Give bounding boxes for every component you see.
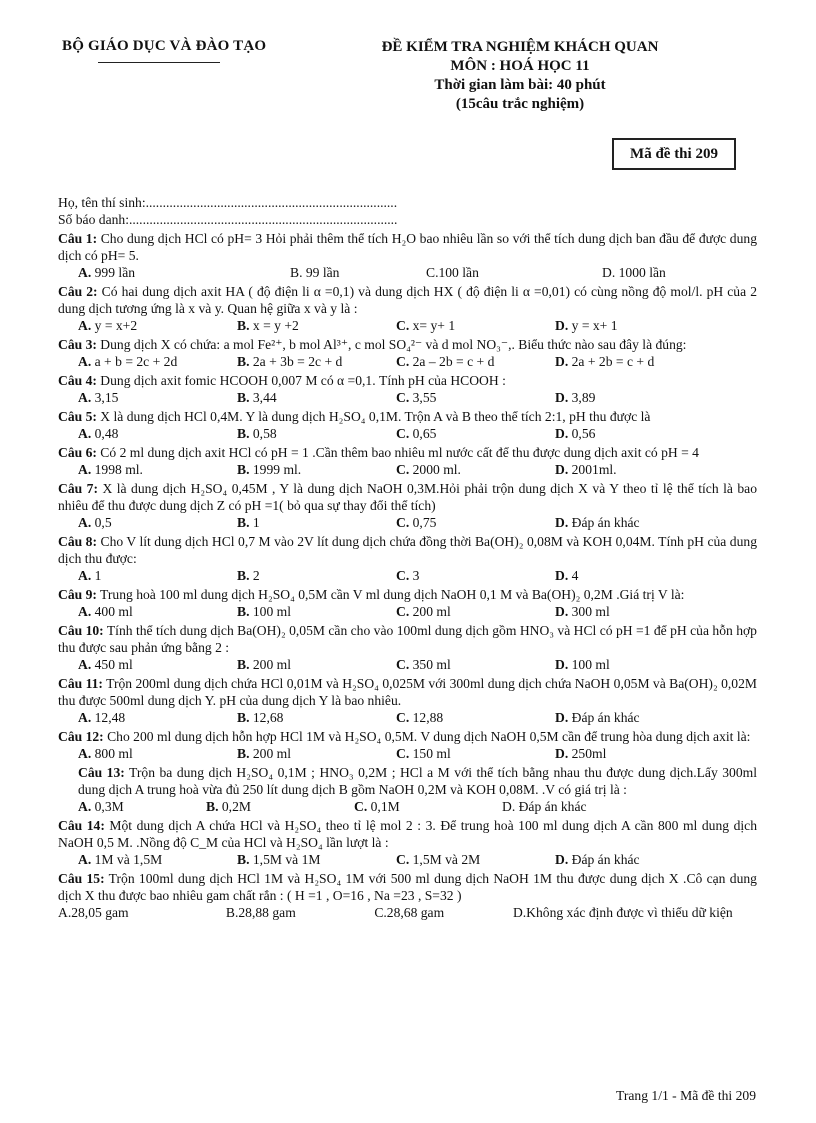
answer-options bbox=[58, 851, 757, 868]
question-body: Cho V lít dung dịch HCl 0,7 M vào 2V lít dung dịch chứa đồng thời Ba(OH)₂ 0,08M và KOH 0,04M. Tính pH của dung dịch thu được: bbox=[58, 534, 757, 566]
option-letter: C. bbox=[396, 657, 413, 672]
option-text: a + b = 2c + 2d bbox=[94, 354, 178, 369]
question-6 bbox=[58, 444, 757, 478]
question-number: Câu 11: bbox=[58, 676, 103, 691]
answer-option[interactable] bbox=[555, 656, 755, 673]
question-body: Cho 200 ml dung dịch hỗn hợp HCl 1M và H₂SO₄ 0,5M. V dung dịch NaOH 0,5M cần để trung hòa dung dịch axit là: bbox=[103, 729, 751, 744]
answer-option[interactable] bbox=[396, 851, 555, 868]
option-text: 1,5M và 2M bbox=[412, 852, 481, 867]
question-body: Cho dung dịch HCl có pH= 3 Hỏi phải thêm thể tích H₂O bao nhiêu lần so với thể tích dung dịch ban đầu để được dung dịch có pH= 5. bbox=[58, 231, 757, 263]
option-text: 12,48 bbox=[94, 710, 126, 725]
answer-option[interactable] bbox=[555, 353, 755, 370]
option-text: 150 ml bbox=[412, 746, 451, 761]
option-letter: A. bbox=[78, 390, 95, 405]
question-text bbox=[58, 675, 757, 709]
option-letter: D. bbox=[555, 318, 572, 333]
answer-option[interactable] bbox=[78, 709, 237, 726]
answer-option[interactable] bbox=[237, 461, 396, 478]
question-number: Câu 6: bbox=[58, 445, 97, 460]
answer-option[interactable] bbox=[396, 656, 555, 673]
answer-option[interactable] bbox=[237, 317, 396, 334]
answer-option[interactable] bbox=[555, 317, 755, 334]
option-text: 1998 ml. bbox=[94, 462, 143, 477]
option-letter: D. bbox=[555, 657, 572, 672]
question-number: Câu 10: bbox=[58, 623, 104, 638]
answer-option[interactable] bbox=[237, 425, 396, 442]
answer-option[interactable] bbox=[237, 567, 396, 584]
option-text: 1 bbox=[94, 568, 102, 583]
question-text bbox=[58, 372, 757, 389]
option-text: 400 ml bbox=[94, 604, 133, 619]
option-letter: C. bbox=[396, 604, 413, 619]
question-body: Dung dịch X có chứa: a mol Fe²⁺, b mol Al³⁺, c mol SO₄²⁻ và d mol NO₃⁻,. Biểu thức nào sau đây là đúng: bbox=[96, 337, 687, 352]
option-text: 0,75 bbox=[412, 515, 437, 530]
answer-option[interactable] bbox=[78, 461, 237, 478]
answer-option[interactable] bbox=[396, 425, 555, 442]
answer-option[interactable] bbox=[237, 389, 396, 406]
option-letter: C. bbox=[396, 462, 413, 477]
option-text: 12,88 bbox=[412, 710, 444, 725]
option-text: 0,3M bbox=[94, 799, 124, 814]
question-text bbox=[58, 817, 757, 851]
answer-option[interactable] bbox=[502, 798, 702, 815]
answer-option[interactable] bbox=[237, 603, 396, 620]
answer-option[interactable] bbox=[78, 425, 237, 442]
option-text: 4 bbox=[571, 568, 579, 583]
question-4 bbox=[58, 372, 757, 406]
answer-option[interactable] bbox=[555, 709, 755, 726]
question-text bbox=[58, 230, 757, 264]
option-text: 2a + 3b = 2c + d bbox=[252, 354, 343, 369]
question-text bbox=[58, 870, 757, 904]
answer-option[interactable] bbox=[396, 603, 555, 620]
option-text: 0,56 bbox=[571, 426, 596, 441]
option-letter: D. bbox=[555, 390, 572, 405]
question-text bbox=[58, 622, 757, 656]
answer-option[interactable] bbox=[555, 745, 755, 762]
option-text: 3,89 bbox=[571, 390, 596, 405]
option-text: 2000 ml. bbox=[412, 462, 461, 477]
option-letter: A. bbox=[78, 265, 95, 280]
answer-option[interactable] bbox=[602, 264, 752, 281]
question-body: X là dung dịch H₂SO₄ 0,45M , Y là dung dịch NaOH 0,3M.Hỏi phải trộn dung dịch X và Y theo tỉ lệ thể tích là bao nhiêu để thu được dung dịch Z có pH =1( bỏ qua sự thay đổi thể tích) bbox=[58, 481, 758, 513]
option-text: D. Đáp án khác bbox=[502, 799, 587, 814]
option-letter: D. bbox=[555, 515, 572, 530]
option-letter: B. bbox=[237, 390, 253, 405]
option-text: C.28,68 gam bbox=[374, 905, 445, 920]
answer-option[interactable] bbox=[396, 461, 555, 478]
answer-option[interactable] bbox=[58, 904, 226, 921]
answer-options bbox=[58, 904, 757, 921]
option-text: 0,48 bbox=[94, 426, 119, 441]
question-body: X là dung dịch HCl 0,4M. Y là dung dịch H₂SO₄ 0,1M. Trộn A và B theo thể tích 2:1, pH thu được là bbox=[96, 409, 651, 424]
option-letter: B. bbox=[237, 746, 253, 761]
exam-content bbox=[58, 194, 757, 921]
option-text: 200 ml bbox=[412, 604, 451, 619]
answer-options bbox=[58, 709, 757, 726]
option-text: 2 bbox=[252, 568, 260, 583]
question-2 bbox=[58, 283, 757, 334]
question-3 bbox=[58, 336, 757, 370]
answer-option[interactable] bbox=[396, 745, 555, 762]
option-text: 200 ml bbox=[252, 657, 292, 672]
exam-code-box: Mã đề thi 209 bbox=[612, 138, 736, 170]
option-letter: A. bbox=[78, 746, 95, 761]
option-text: 2a + 2b = c + d bbox=[571, 354, 655, 369]
option-text: 12,68 bbox=[252, 710, 284, 725]
question-9 bbox=[58, 586, 757, 620]
option-text: 3,55 bbox=[412, 390, 437, 405]
answer-option[interactable] bbox=[396, 514, 555, 531]
option-text: 100 ml bbox=[571, 657, 610, 672]
question-number: Câu 7: bbox=[58, 481, 98, 496]
answer-options bbox=[58, 798, 757, 815]
answer-option[interactable] bbox=[513, 904, 757, 921]
option-letter: D. bbox=[555, 710, 572, 725]
question-text bbox=[58, 408, 757, 425]
option-text: Đáp án khác bbox=[571, 710, 640, 725]
option-letter: C. bbox=[396, 354, 413, 369]
answer-option[interactable] bbox=[290, 264, 426, 281]
question-body: Dung dịch axit fomic HCOOH 0,007 M có α =0,1. Tính pH của HCOOH : bbox=[96, 373, 506, 388]
answer-option[interactable] bbox=[78, 603, 237, 620]
option-letter: C. bbox=[396, 568, 413, 583]
answer-options bbox=[58, 656, 757, 673]
option-letter: B. bbox=[237, 462, 253, 477]
option-letter: B. bbox=[237, 426, 253, 441]
option-letter: D. bbox=[555, 426, 572, 441]
answer-option[interactable] bbox=[396, 389, 555, 406]
option-text: 200 ml bbox=[252, 746, 292, 761]
option-text: 250ml bbox=[571, 746, 607, 761]
question-list bbox=[58, 230, 757, 921]
question-7 bbox=[58, 480, 757, 531]
option-text: 0,65 bbox=[412, 426, 437, 441]
question-text bbox=[58, 533, 757, 567]
option-letter: A. bbox=[78, 657, 95, 672]
option-text: D.Không xác định được vì thiếu dữ kiện bbox=[512, 905, 733, 920]
option-letter: C. bbox=[396, 852, 413, 867]
answer-option[interactable] bbox=[555, 425, 755, 442]
option-letter: D. bbox=[555, 604, 572, 619]
option-text: 2001ml. bbox=[571, 462, 617, 477]
option-letter: D. bbox=[555, 746, 572, 761]
question-number: Câu 15: bbox=[58, 871, 105, 886]
option-text: 3,15 bbox=[94, 390, 119, 405]
exam-header bbox=[340, 38, 700, 114]
option-text: x= y+ 1 bbox=[412, 318, 456, 333]
option-letter: D. bbox=[555, 568, 572, 583]
question-text bbox=[58, 283, 757, 317]
option-letter: A. bbox=[78, 604, 95, 619]
question-text bbox=[58, 444, 757, 461]
option-text: D. 1000 lần bbox=[602, 265, 666, 280]
option-letter: A. bbox=[78, 426, 95, 441]
answer-option[interactable] bbox=[555, 567, 755, 584]
question-5 bbox=[58, 408, 757, 442]
option-text: 1 bbox=[252, 515, 260, 530]
answer-option[interactable] bbox=[354, 798, 502, 815]
option-letter: D. bbox=[555, 852, 572, 867]
answer-options bbox=[58, 264, 757, 281]
option-text: 1999 ml. bbox=[252, 462, 302, 477]
answer-option[interactable] bbox=[226, 904, 374, 921]
option-letter: B. bbox=[237, 710, 253, 725]
option-letter: A. bbox=[78, 568, 95, 583]
option-letter: C. bbox=[354, 799, 371, 814]
answer-options bbox=[58, 745, 757, 762]
option-letter: A. bbox=[78, 799, 95, 814]
option-letter: B. bbox=[237, 568, 253, 583]
page-footer: Trang 1/1 - Mã đề thi 209 bbox=[616, 1088, 756, 1103]
ministry-underline bbox=[98, 62, 220, 63]
answer-option[interactable] bbox=[426, 264, 602, 281]
option-text: Đáp án khác bbox=[571, 852, 640, 867]
option-letter: A. bbox=[78, 710, 95, 725]
question-body: Có 2 ml dung dịch axit HCl có pH = 1 .Cần thêm bao nhiêu ml nước cất để thu được dung dịch axit có pH = 4 bbox=[96, 445, 699, 460]
answer-option[interactable] bbox=[555, 514, 755, 531]
student-id-line: Số báo danh:............................................................................... bbox=[58, 212, 398, 227]
question-number: Câu 14: bbox=[58, 818, 105, 833]
answer-options bbox=[58, 389, 757, 406]
answer-option[interactable] bbox=[78, 353, 237, 370]
option-text: B.28,88 gam bbox=[225, 905, 296, 920]
option-text: 0,2M bbox=[221, 799, 251, 814]
question-text bbox=[58, 764, 757, 798]
option-letter: A. bbox=[78, 318, 95, 333]
question-1 bbox=[58, 230, 757, 281]
answer-options bbox=[58, 603, 757, 620]
question-number: Câu 4: bbox=[58, 373, 97, 388]
option-text: 100 ml bbox=[252, 604, 292, 619]
option-letter: D. bbox=[555, 462, 572, 477]
option-text: y = x+2 bbox=[94, 318, 138, 333]
option-text: B. 99 lần bbox=[290, 265, 340, 280]
answer-option[interactable] bbox=[78, 798, 206, 815]
option-text: 800 ml bbox=[94, 746, 133, 761]
question-11 bbox=[58, 675, 757, 726]
answer-option[interactable] bbox=[78, 264, 290, 281]
question-text bbox=[58, 480, 757, 514]
option-letter: C. bbox=[396, 515, 413, 530]
answer-option[interactable] bbox=[374, 904, 513, 921]
question-15 bbox=[58, 870, 757, 921]
option-text: 3 bbox=[412, 568, 420, 583]
answer-option[interactable] bbox=[78, 567, 237, 584]
answer-option[interactable] bbox=[237, 745, 396, 762]
option-letter: C. bbox=[396, 746, 413, 761]
answer-option[interactable] bbox=[555, 461, 755, 478]
option-text: A.28,05 gam bbox=[58, 905, 129, 920]
option-letter: B. bbox=[237, 515, 253, 530]
option-text: C.100 lần bbox=[426, 265, 479, 280]
option-letter: B. bbox=[237, 354, 253, 369]
answer-option[interactable] bbox=[396, 567, 555, 584]
question-number: Câu 9: bbox=[58, 587, 97, 602]
answer-option[interactable] bbox=[78, 514, 237, 531]
answer-option[interactable] bbox=[237, 709, 396, 726]
question-text bbox=[58, 586, 757, 603]
question-number: Câu 5: bbox=[58, 409, 97, 424]
answer-options bbox=[58, 514, 757, 531]
answer-options bbox=[58, 353, 757, 370]
question-count: (15câu trắc nghiệm) bbox=[455, 96, 585, 112]
question-13 bbox=[58, 764, 757, 815]
question-body: Trộn 200ml dung dịch chứa HCl 0,01M và H₂SO₄ 0,025M với 300ml dung dịch chứa NaOH 0,05M và Ba(OH)₂ 0,02M thu được 500ml dung dịch Y. pH của dung dịch Y là bao nhiêu. bbox=[58, 676, 757, 708]
question-body: Tính thể tích dung dịch Ba(OH)₂ 0,05M cần cho vào 100ml dung dịch gồm HNO₃ và HCl có pH =1 để pH của hỗn hợp thu được sau phản ứng bằng 2 : bbox=[58, 623, 757, 655]
exam-subject: MÔN : HOÁ HỌC 11 bbox=[450, 58, 590, 74]
option-letter: C. bbox=[396, 426, 413, 441]
answer-option[interactable] bbox=[396, 709, 555, 726]
answer-option[interactable] bbox=[237, 656, 396, 673]
answer-options bbox=[58, 567, 757, 584]
option-text: 0,1M bbox=[370, 799, 400, 814]
option-text: 3,44 bbox=[252, 390, 277, 405]
answer-option[interactable] bbox=[78, 389, 237, 406]
question-number: Câu 2: bbox=[58, 284, 98, 299]
question-body: Trộn 100ml dung dịch HCl 1M và H₂SO₄ 1M với 500 ml dung dịch NaOH 1M thu được dung dịch X .Cô cạn dung dịch X thu được bao nhiêu gam chất rắn : ( H =1 , O=16 , Na =23 , S=32 ) bbox=[58, 871, 757, 903]
answer-option[interactable] bbox=[78, 745, 237, 762]
question-body: Một dung dịch A chứa HCl và H₂SO₄ theo tỉ lệ mol 2 : 3. Để trung hoà 100 ml dung dịch A cần 800 ml dung dịch NaOH 0,5 M. .Nồng độ C_M của HCl và H₂SO₄ lần lượt là : bbox=[58, 818, 757, 850]
question-number: Câu 3: bbox=[58, 337, 97, 352]
answer-option[interactable] bbox=[78, 851, 237, 868]
exam-time: Thời gian làm bài: 40 phút bbox=[434, 77, 606, 93]
option-letter: B. bbox=[206, 799, 222, 814]
question-number: Câu 12: bbox=[58, 729, 104, 744]
option-text: 999 lần bbox=[94, 265, 136, 280]
option-letter: B. bbox=[237, 852, 253, 867]
option-text: 300 ml bbox=[571, 604, 610, 619]
answer-option[interactable] bbox=[396, 353, 555, 370]
option-letter: B. bbox=[237, 604, 253, 619]
question-text bbox=[58, 336, 757, 353]
answer-option[interactable] bbox=[78, 656, 237, 673]
option-text: 2a – 2b = c + d bbox=[412, 354, 495, 369]
answer-option[interactable] bbox=[555, 603, 755, 620]
answer-option[interactable] bbox=[206, 798, 354, 815]
option-text: 1M và 1,5M bbox=[94, 852, 163, 867]
answer-option[interactable] bbox=[555, 389, 755, 406]
option-letter: C. bbox=[396, 710, 413, 725]
option-text: 1,5M và 1M bbox=[252, 852, 321, 867]
answer-option[interactable] bbox=[237, 353, 396, 370]
answer-option[interactable] bbox=[78, 317, 237, 334]
answer-options bbox=[58, 317, 757, 334]
option-letter: A. bbox=[78, 852, 95, 867]
answer-option[interactable] bbox=[237, 851, 396, 868]
question-number: Câu 1: bbox=[58, 231, 98, 246]
answer-option[interactable] bbox=[396, 317, 555, 334]
answer-options bbox=[58, 425, 757, 442]
option-text: 0,58 bbox=[252, 426, 277, 441]
option-letter: A. bbox=[78, 462, 95, 477]
question-number: Câu 13: bbox=[78, 765, 125, 780]
option-letter: D. bbox=[555, 354, 572, 369]
answer-option[interactable] bbox=[237, 514, 396, 531]
option-letter: B. bbox=[237, 318, 253, 333]
question-12 bbox=[58, 728, 757, 762]
question-body: Trộn ba dung dịch H₂SO₄ 0,1M ; HNO₃ 0,2M ; HCl a M với thể tích bằng nhau thu được dung dịch.Lấy 300ml dung dịch A trung hoà vừa đủ 250 lít dung dịch B gồm NaOH 0,2M và KOH 0,08M. .V có giá trị là : bbox=[78, 765, 757, 797]
student-name-line: Họ, tên thí sinh:.......................................................................... bbox=[58, 195, 398, 210]
question-body: Trung hoà 100 ml dung dịch H₂SO₄ 0,5M cần V ml dung dịch NaOH 0,1 M và Ba(OH)₂ 0,2M .Giá trị V là: bbox=[96, 587, 685, 602]
question-text bbox=[58, 728, 757, 745]
answer-options bbox=[58, 461, 757, 478]
option-letter: A. bbox=[78, 354, 95, 369]
question-14 bbox=[58, 817, 757, 868]
ministry-name: BỘ GIÁO DỤC VÀ ĐÀO TẠO bbox=[62, 38, 267, 54]
option-letter: C. bbox=[396, 318, 413, 333]
exam-title: ĐỀ KIỂM TRA NGHIỆM KHÁCH QUAN bbox=[381, 39, 659, 55]
option-text: 350 ml bbox=[412, 657, 451, 672]
option-letter: C. bbox=[396, 390, 413, 405]
option-text: x = y +2 bbox=[252, 318, 299, 333]
option-text: y = x+ 1 bbox=[571, 318, 618, 333]
question-10 bbox=[58, 622, 757, 673]
option-text: Đáp án khác bbox=[571, 515, 640, 530]
option-text: 0,5 bbox=[94, 515, 112, 530]
question-8 bbox=[58, 533, 757, 584]
question-body: Có hai dung dịch axit HA ( độ điện li α =0,1) và dung dịch HX ( độ điện li α =0,01) có cùng nồng độ mol/l. pH của 2 dung dịch tương ứng là x và y. Quan hệ giữa x và y là : bbox=[58, 284, 757, 316]
option-text: 450 ml bbox=[94, 657, 133, 672]
answer-option[interactable] bbox=[555, 851, 755, 868]
option-letter: B. bbox=[237, 657, 253, 672]
option-letter: A. bbox=[78, 515, 95, 530]
question-number: Câu 8: bbox=[58, 534, 97, 549]
